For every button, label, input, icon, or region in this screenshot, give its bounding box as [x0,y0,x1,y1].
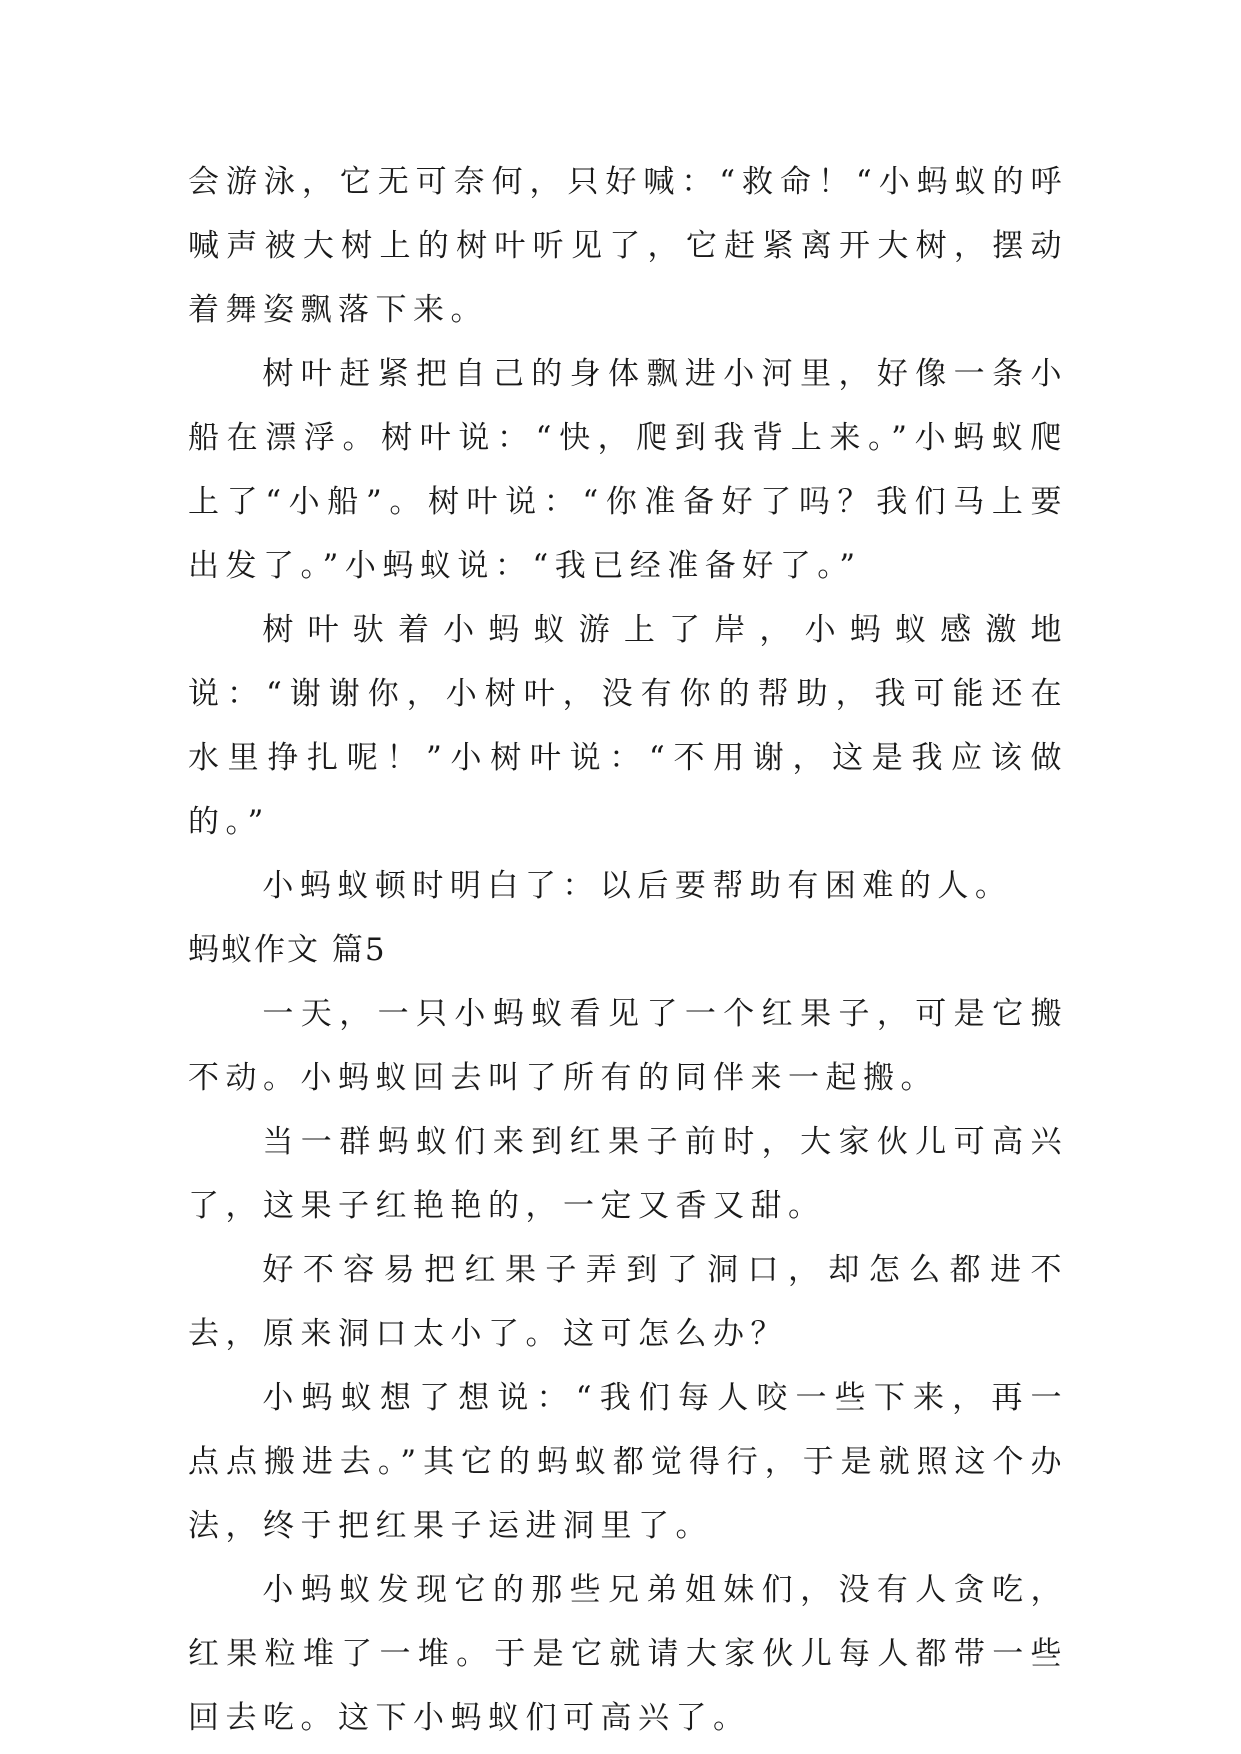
document-page [188,150,1068,1750]
paragraph: 树叶驮着小蚂蚁游上了岸，小蚂蚁感激地说：“谢谢你，小树叶，没有你的帮助，我可能还在水里挣扎呢！”小树叶说：“不用谢，这是我应该做的。” [188,612,1068,840]
paragraph: 小蚂蚁顿时明白了：以后要帮助有困难的人。 [262,868,1013,904]
paragraph: 小蚂蚁想了想说：“我们每人咬一些下来，再一点点搬进去。”其它的蚂蚁都觉得行，于是就照这个办法，终于把红果子运进洞里了。 [188,1380,1068,1544]
paragraph: 树叶赶紧把自己的身体飘进小河里，好像一条小船在漂浮。树叶说：“快，爬到我背上来。”小蚂蚁爬上了“小船”。树叶说：“你准备好了吗？我们马上要出发了。”小蚂蚁说：“我已经准备好了。” [188,356,1068,584]
paragraph: 好不容易把红果子弄到了洞口，却怎么都进不去，原来洞口太小了。这可怎么办？ [188,1252,1068,1352]
paragraph: 小蚂蚁发现它的那些兄弟姐妹们，没有人贪吃，红果粒堆了一堆。于是它就请大家伙儿每人都带一些回去吃。这下小蚂蚁们可高兴了。 [188,1572,1068,1736]
section-heading: 蚂蚁作文 篇5 [188,932,387,968]
paragraph: 当一群蚂蚁们来到红果子前时，大家伙儿可高兴了，这果子红艳艳的，一定又香又甜。 [188,1124,1068,1224]
paragraph: 一天，一只小蚂蚁看见了一个红果子，可是它搬不动。小蚂蚁回去叫了所有的同伴来一起搬。 [188,996,1068,1096]
paragraph-continued: 会游泳，它无可奈何，只好喊：“救命！“小蚂蚁的呼喊声被大树上的树叶听见了，它赶紧离开大树，摆动着舞姿飘落下来。 [188,164,1068,328]
